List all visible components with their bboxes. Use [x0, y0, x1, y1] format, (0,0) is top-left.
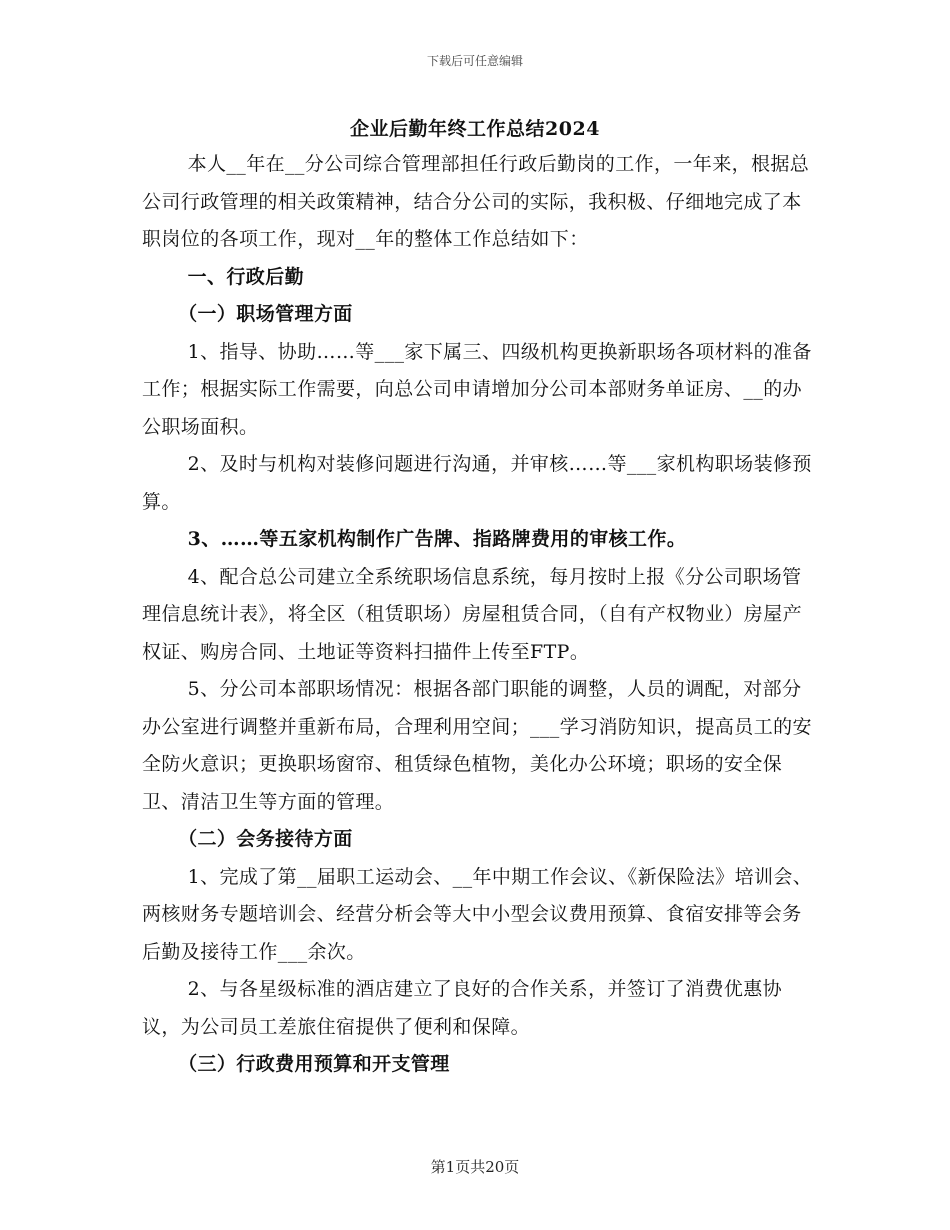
document-title: 企业后勤年终工作总结2024: [350, 118, 600, 140]
workplace-item-2: 2、及时与机构对装修问题进行沟通，并审核……等___家机构职场装修预算。: [142, 453, 812, 513]
workplace-item-3: 3、……等五家机构制作广告牌、指路牌费用的审核工作。: [187, 528, 687, 550]
workplace-item-1: 1、指导、协助……等___家下属三、四级机构更换新职场各项材料的准备工作；根据实际工作需要，向总公司申请增加分公司本部财务单证房、__的办公职场面积。: [142, 340, 812, 438]
page-header-note: 下载后可任意编辑: [426, 54, 523, 68]
intro-paragraph: 本人__年在__分公司综合管理部担任行政后勤岗的工作，一年来，根据总公司行政管理的相关政策精神，结合分公司的实际，我积极、仔细地完成了本职岗位的各项工作，现对__年的整体工作总结如下：: [142, 153, 810, 250]
subsection-heading-budget: （三）行政费用预算和开支管理: [178, 1053, 450, 1075]
section-heading-admin: 一、行政后勤: [187, 265, 304, 288]
page-number: 第1页共20页: [430, 1158, 520, 1176]
workplace-item-4: 4、配合总公司建立全系统职场信息系统，每月按时上报《分公司职场管理信息统计表》，将全区（租赁职场）房屋租赁合同，（自有产权物业）房屋产权证、购房合同、土地证等资料扫描件上传至FTP。: [142, 565, 803, 663]
meetings-item-1: 1、完成了第__届职工运动会、__年中期工作会议、《新保险法》培训会、两核财务专题培训会、经营分析会等大中小型会议费用预算、食宿安排等会务后勤及接待工作___余次。: [142, 865, 813, 963]
meetings-item-2: 2、与各星级标准的酒店建立了良好的合作关系，并签订了消费优惠协议，为公司员工差旅住宿提供了便利和保障。: [142, 978, 783, 1038]
subsection-heading-workplace: （一）职场管理方面: [178, 303, 353, 325]
document-body: [142, 146, 814, 1084]
subsection-heading-meetings: （二）会务接待方面: [178, 828, 353, 850]
workplace-item-5: 5、分公司本部职场情况：根据各部门职能的调整，人员的调配，对部分办公室进行调整并重新布局，合理利用空间；___学习消防知识，提高员工的安全防火意识；更换职场窗帘、租赁绿色植物，美化办公环境；职场的安全保卫、清洁卫生等方面的管理。: [142, 678, 812, 813]
